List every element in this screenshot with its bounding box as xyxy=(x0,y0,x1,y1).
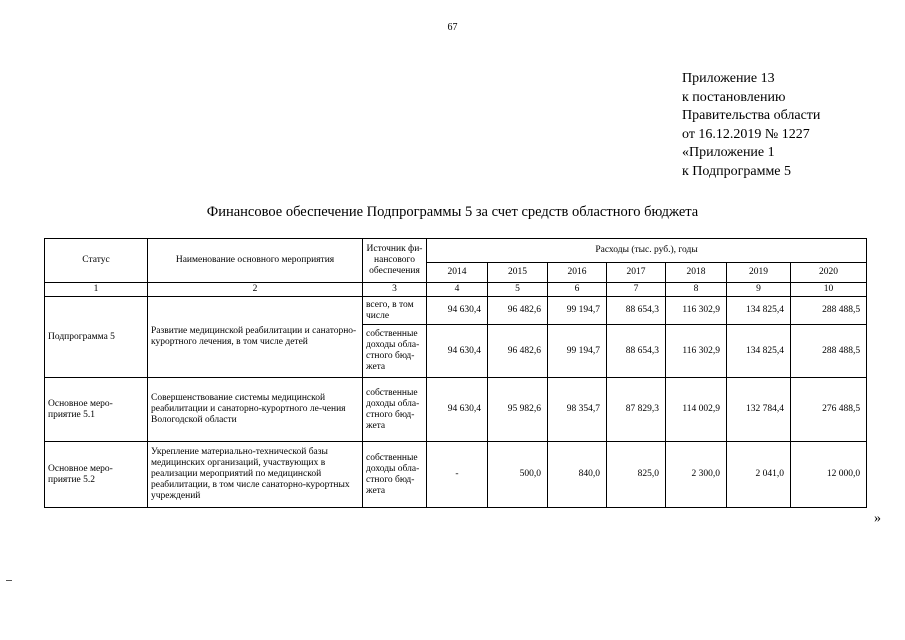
row-value: 132 784,4 xyxy=(727,378,791,442)
closing-quote: » xyxy=(874,511,881,526)
column-number: 10 xyxy=(791,283,867,297)
header-year: 2017 xyxy=(607,263,666,283)
row-value: 134 825,4 xyxy=(727,325,791,378)
column-number: 3 xyxy=(363,283,427,297)
row-name: Совершенствование системы медицинской реабилитации и санаторно-курортного ле-чения Вологодской области xyxy=(148,378,363,442)
header-year: 2016 xyxy=(548,263,607,283)
row-value: 94 630,4 xyxy=(427,297,488,325)
row-value: 94 630,4 xyxy=(427,325,488,378)
column-number: 2 xyxy=(148,283,363,297)
header-year: 2015 xyxy=(488,263,548,283)
column-number: 5 xyxy=(488,283,548,297)
row-value: 114 002,9 xyxy=(666,378,727,442)
row-name: Развитие медицинской реабилитации и санаторно-курортного лечения, в том числе детей xyxy=(148,297,363,378)
row-status: Основное меро-приятие 5.1 xyxy=(45,378,148,442)
row-value: 88 654,3 xyxy=(607,325,666,378)
row-source: всего, в том числе xyxy=(363,297,427,325)
row-status: Подпрограмма 5 xyxy=(45,297,148,378)
table-row xyxy=(45,378,867,442)
column-number: 1 xyxy=(45,283,148,297)
header-name: Наименование основного мероприятия xyxy=(148,239,363,283)
row-value: 99 194,7 xyxy=(548,297,607,325)
appendix-line: Приложение 13 xyxy=(682,71,775,86)
header-status: Статус xyxy=(45,239,148,283)
header-year: 2014 xyxy=(427,263,488,283)
row-value: 2 041,0 xyxy=(727,442,791,508)
numbering-row xyxy=(45,283,867,297)
column-number: 9 xyxy=(727,283,791,297)
appendix-line: к постановлению xyxy=(682,89,786,105)
appendix-line: к Подпрограмме 5 xyxy=(682,163,792,179)
header-year: 2019 xyxy=(727,263,791,283)
column-number: 8 xyxy=(666,283,727,297)
row-value: 500,0 xyxy=(488,442,548,508)
row-value: 96 482,6 xyxy=(488,297,548,325)
row-name: Укрепление материально-технической базы медицинских организаций, участвующих в реализации мероприятий по медицинской реабилитации, в том числе санаторно-курортных учреждений xyxy=(148,442,363,508)
column-number: 6 xyxy=(548,283,607,297)
header-expenses: Расходы (тыс. руб.), годы xyxy=(427,239,867,263)
row-value: 94 630,4 xyxy=(427,378,488,442)
appendix-line: от 16.12.2019 № 1227 xyxy=(682,126,810,142)
header-year: 2020 xyxy=(791,263,867,283)
row-value: 840,0 xyxy=(548,442,607,508)
row-value: - xyxy=(427,442,488,508)
row-value: 288 488,5 xyxy=(791,325,867,378)
row-source: собственные доходы обла-стного бюд-жета xyxy=(363,378,427,442)
appendix-line: «Приложение 1 xyxy=(682,145,775,160)
row-status: Основное меро-приятие 5.2 xyxy=(45,442,148,508)
row-value: 12 000,0 xyxy=(791,442,867,508)
row-source: собственные доходы обла-стного бюд-жета xyxy=(363,325,427,378)
table-row xyxy=(45,442,867,508)
row-value: 96 482,6 xyxy=(488,325,548,378)
row-value: 276 488,5 xyxy=(791,378,867,442)
table-row xyxy=(45,297,867,325)
appendix-line: Правительства области xyxy=(682,108,821,123)
row-value: 116 302,9 xyxy=(666,297,727,325)
header-source: Источник фи-нансового обеспечения xyxy=(363,239,427,283)
page-number: 67 xyxy=(447,22,458,33)
row-value: 2 300,0 xyxy=(666,442,727,508)
row-value: 116 302,9 xyxy=(666,325,727,378)
financing-table xyxy=(44,238,867,508)
row-source: собственные доходы обла-стного бюд-жета xyxy=(363,442,427,508)
row-value: 134 825,4 xyxy=(727,297,791,325)
row-value: 87 829,3 xyxy=(607,378,666,442)
row-value: 99 194,7 xyxy=(548,325,607,378)
row-value: 288 488,5 xyxy=(791,297,867,325)
appendix-block xyxy=(682,70,820,181)
column-number: 7 xyxy=(607,283,666,297)
row-value: 95 982,6 xyxy=(488,378,548,442)
margin-mark xyxy=(6,580,12,581)
document-title: Финансовое обеспечение Подпрограммы 5 за счет средств областного бюджета xyxy=(206,204,699,220)
row-value: 88 654,3 xyxy=(607,297,666,325)
header-row xyxy=(45,239,867,263)
row-value: 825,0 xyxy=(607,442,666,508)
header-year: 2018 xyxy=(666,263,727,283)
row-value: 98 354,7 xyxy=(548,378,607,442)
column-number: 4 xyxy=(427,283,488,297)
